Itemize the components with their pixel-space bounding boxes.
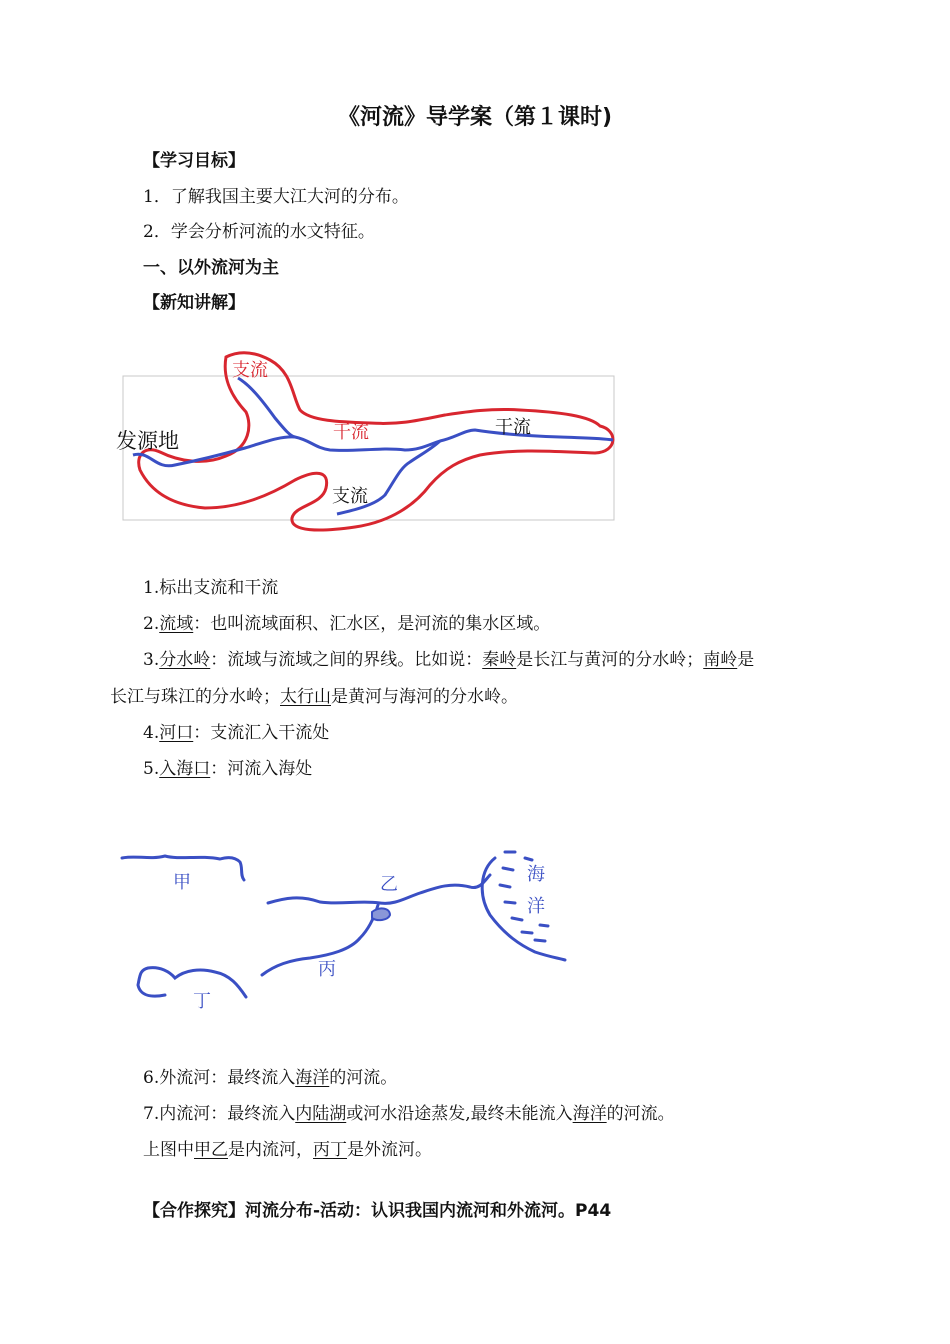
coastline xyxy=(482,858,565,960)
label-yi: 乙 xyxy=(380,874,398,895)
item-3: 3.分水岭：流域与流域之间的界线。比如说：秦岭是长江与黄河的分水岭；南岭是 xyxy=(143,650,755,670)
page-title: 《河流》导学案（第１课时) xyxy=(337,105,613,130)
item-6: 6.外流河：最终流入海洋的河流。 xyxy=(143,1068,398,1088)
label-bing: 丙 xyxy=(318,959,336,980)
river-types-diagram xyxy=(110,830,580,1015)
basin-outline xyxy=(139,353,613,530)
cooperative-inquiry: 【合作探究】河流分布-活动：认识我国内流河和外流河。P44 xyxy=(143,1201,612,1221)
goal-1: 1．了解我国主要大江大河的分布。 xyxy=(143,187,409,207)
label-main-mid: 干流 xyxy=(333,422,369,443)
lake xyxy=(372,908,390,920)
item-7: 7.内流河：最终流入内陆湖或河水沿途蒸发,最终未能流入海洋的河流。 xyxy=(143,1104,675,1124)
section-1-heading: 一、以外流河为主 xyxy=(143,258,279,278)
label-tributary-top: 支流 xyxy=(232,360,268,381)
label-tributary-bottom: 支流 xyxy=(332,486,368,507)
goals-heading: 【学习目标】 xyxy=(143,151,245,171)
river-yi xyxy=(268,875,490,903)
new-knowledge-heading: 【新知讲解】 xyxy=(143,293,245,313)
goal-2: 2．学会分析河流的水文特征。 xyxy=(143,222,375,242)
river-system-diagram xyxy=(110,345,630,535)
label-yang: 洋 xyxy=(527,896,545,917)
tributary-top xyxy=(238,378,295,437)
item-4: 4.河口：支流汇入干流处 xyxy=(143,723,330,743)
summary-line: 上图中甲乙是内流河，丙丁是外流河。 xyxy=(143,1140,432,1160)
diagram-frame xyxy=(123,376,614,520)
label-hai: 海 xyxy=(527,864,545,885)
river-ding xyxy=(138,968,246,997)
label-ding: 丁 xyxy=(193,991,211,1012)
item-5: 5.入海口：河流入海处 xyxy=(143,759,313,779)
label-source: 发源地 xyxy=(116,429,179,453)
label-main-right: 干流 xyxy=(495,417,531,438)
item-1: 1.标出支流和干流 xyxy=(143,578,279,598)
item-3-continued: 长江与珠江的分水岭；太行山是黄河与海河的分水岭。 xyxy=(110,687,518,707)
item-2: 2.流域：也叫流域面积、汇水区，是河流的集水区域。 xyxy=(143,614,551,634)
label-jia: 甲 xyxy=(173,872,191,893)
